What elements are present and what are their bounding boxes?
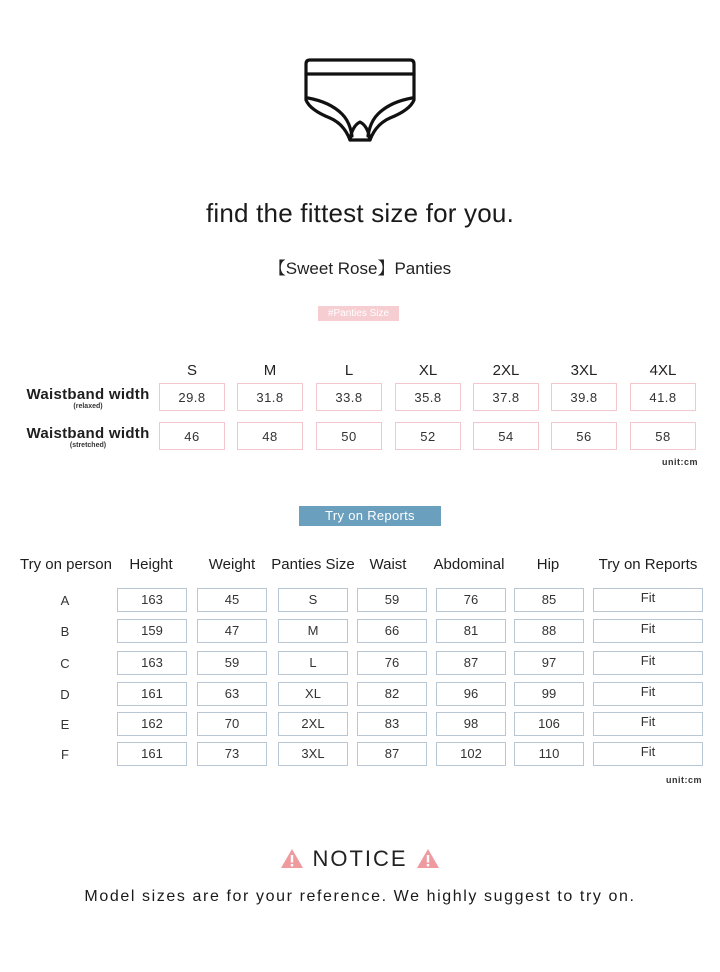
waist-cell: 59 bbox=[357, 588, 427, 612]
abdominal-cell: 81 bbox=[436, 619, 506, 643]
warning-icon bbox=[416, 848, 440, 869]
abdominal-cell: 102 bbox=[436, 742, 506, 766]
panties-size-cell: 2XL bbox=[278, 712, 348, 736]
size-cell: 58 bbox=[630, 422, 696, 450]
notice-title: NOTICE bbox=[312, 846, 408, 871]
waist-cell: 66 bbox=[357, 619, 427, 643]
panties-size-cell: L bbox=[278, 651, 348, 675]
fit-report-cell: Fit bbox=[593, 682, 703, 706]
col-head-panties-size: Panties Size bbox=[271, 556, 355, 573]
weight-cell: 63 bbox=[197, 682, 267, 706]
col-head-hip: Hip bbox=[536, 556, 560, 573]
weight-cell: 73 bbox=[197, 742, 267, 766]
size-cell: 37.8 bbox=[473, 383, 539, 411]
person-label: D bbox=[60, 687, 70, 702]
size-header-2xl: 2XL bbox=[492, 362, 520, 379]
col-head-person: Try on person bbox=[20, 556, 112, 573]
abdominal-cell: 76 bbox=[436, 588, 506, 612]
person-label: E bbox=[60, 717, 70, 732]
size-cell: 46 bbox=[159, 422, 225, 450]
size-header-m: M bbox=[263, 362, 277, 379]
size-header-s: S bbox=[186, 362, 197, 379]
waist-cell: 83 bbox=[357, 712, 427, 736]
product-title: 【Sweet Rose】Panties bbox=[268, 259, 452, 278]
height-cell: 161 bbox=[117, 682, 187, 706]
size-cell: 41.8 bbox=[630, 383, 696, 411]
notice-heading bbox=[0, 846, 720, 872]
row-note-relaxed: (relaxed) bbox=[73, 403, 103, 410]
fit-report-cell: Fit bbox=[593, 619, 703, 643]
person-label: C bbox=[60, 656, 70, 671]
size-cell: 33.8 bbox=[316, 383, 382, 411]
size-cell: 48 bbox=[237, 422, 303, 450]
size-cell: 39.8 bbox=[551, 383, 617, 411]
fit-report-cell: Fit bbox=[593, 742, 703, 766]
col-head-height: Height bbox=[129, 556, 173, 573]
panties-size-cell: XL bbox=[278, 682, 348, 706]
hip-cell: 106 bbox=[514, 712, 584, 736]
size-header-l: L bbox=[344, 362, 354, 379]
size-cell: 50 bbox=[316, 422, 382, 450]
row-label-waistband-stretched: Waistband width bbox=[26, 425, 150, 442]
person-label: A bbox=[60, 593, 70, 608]
height-cell: 163 bbox=[117, 651, 187, 675]
size-cell: 29.8 bbox=[159, 383, 225, 411]
col-head-abdominal: Abdominal bbox=[433, 556, 505, 573]
height-cell: 162 bbox=[117, 712, 187, 736]
weight-cell: 59 bbox=[197, 651, 267, 675]
hip-cell: 110 bbox=[514, 742, 584, 766]
col-head-waist: Waist bbox=[369, 556, 407, 573]
panties-size-cell: M bbox=[278, 619, 348, 643]
weight-cell: 45 bbox=[197, 588, 267, 612]
weight-cell: 47 bbox=[197, 619, 267, 643]
panties-size-cell: 3XL bbox=[278, 742, 348, 766]
headline: find the fittest size for you. bbox=[205, 198, 515, 228]
panties-icon bbox=[300, 56, 420, 148]
hip-cell: 85 bbox=[514, 588, 584, 612]
abdominal-cell: 96 bbox=[436, 682, 506, 706]
fit-report-cell: Fit bbox=[593, 651, 703, 675]
notice-text: Model sizes are for your reference. We highly suggest to try on. bbox=[84, 888, 636, 905]
col-head-try-on-reports: Try on Reports bbox=[598, 556, 698, 573]
size-unit-label: unit:cm bbox=[662, 457, 698, 467]
waist-cell: 76 bbox=[357, 651, 427, 675]
height-cell: 159 bbox=[117, 619, 187, 643]
hip-cell: 97 bbox=[514, 651, 584, 675]
person-label: B bbox=[60, 624, 70, 639]
weight-cell: 70 bbox=[197, 712, 267, 736]
abdominal-cell: 98 bbox=[436, 712, 506, 736]
try-on-unit-label: unit:cm bbox=[666, 775, 702, 785]
row-note-stretched: (stretched) bbox=[69, 442, 107, 449]
abdominal-cell: 87 bbox=[436, 651, 506, 675]
hip-cell: 99 bbox=[514, 682, 584, 706]
hip-cell: 88 bbox=[514, 619, 584, 643]
size-cell: 31.8 bbox=[237, 383, 303, 411]
try-on-reports-tag: Try on Reports bbox=[299, 506, 441, 526]
waist-cell: 87 bbox=[357, 742, 427, 766]
person-label: F bbox=[61, 747, 69, 762]
size-header-3xl: 3XL bbox=[570, 362, 598, 379]
height-cell: 161 bbox=[117, 742, 187, 766]
row-label-waistband-relaxed: Waistband width bbox=[26, 386, 150, 403]
fit-report-cell: Fit bbox=[593, 712, 703, 736]
col-head-weight: Weight bbox=[208, 556, 256, 573]
waist-cell: 82 bbox=[357, 682, 427, 706]
panties-size-cell: S bbox=[278, 588, 348, 612]
size-section-tag: #Panties Size bbox=[318, 306, 399, 321]
size-cell: 35.8 bbox=[395, 383, 461, 411]
warning-icon bbox=[280, 848, 304, 869]
size-header-xl: XL bbox=[418, 362, 438, 379]
size-header-4xl: 4XL bbox=[649, 362, 677, 379]
fit-report-cell: Fit bbox=[593, 588, 703, 612]
height-cell: 163 bbox=[117, 588, 187, 612]
size-cell: 52 bbox=[395, 422, 461, 450]
size-cell: 54 bbox=[473, 422, 539, 450]
size-cell: 56 bbox=[551, 422, 617, 450]
